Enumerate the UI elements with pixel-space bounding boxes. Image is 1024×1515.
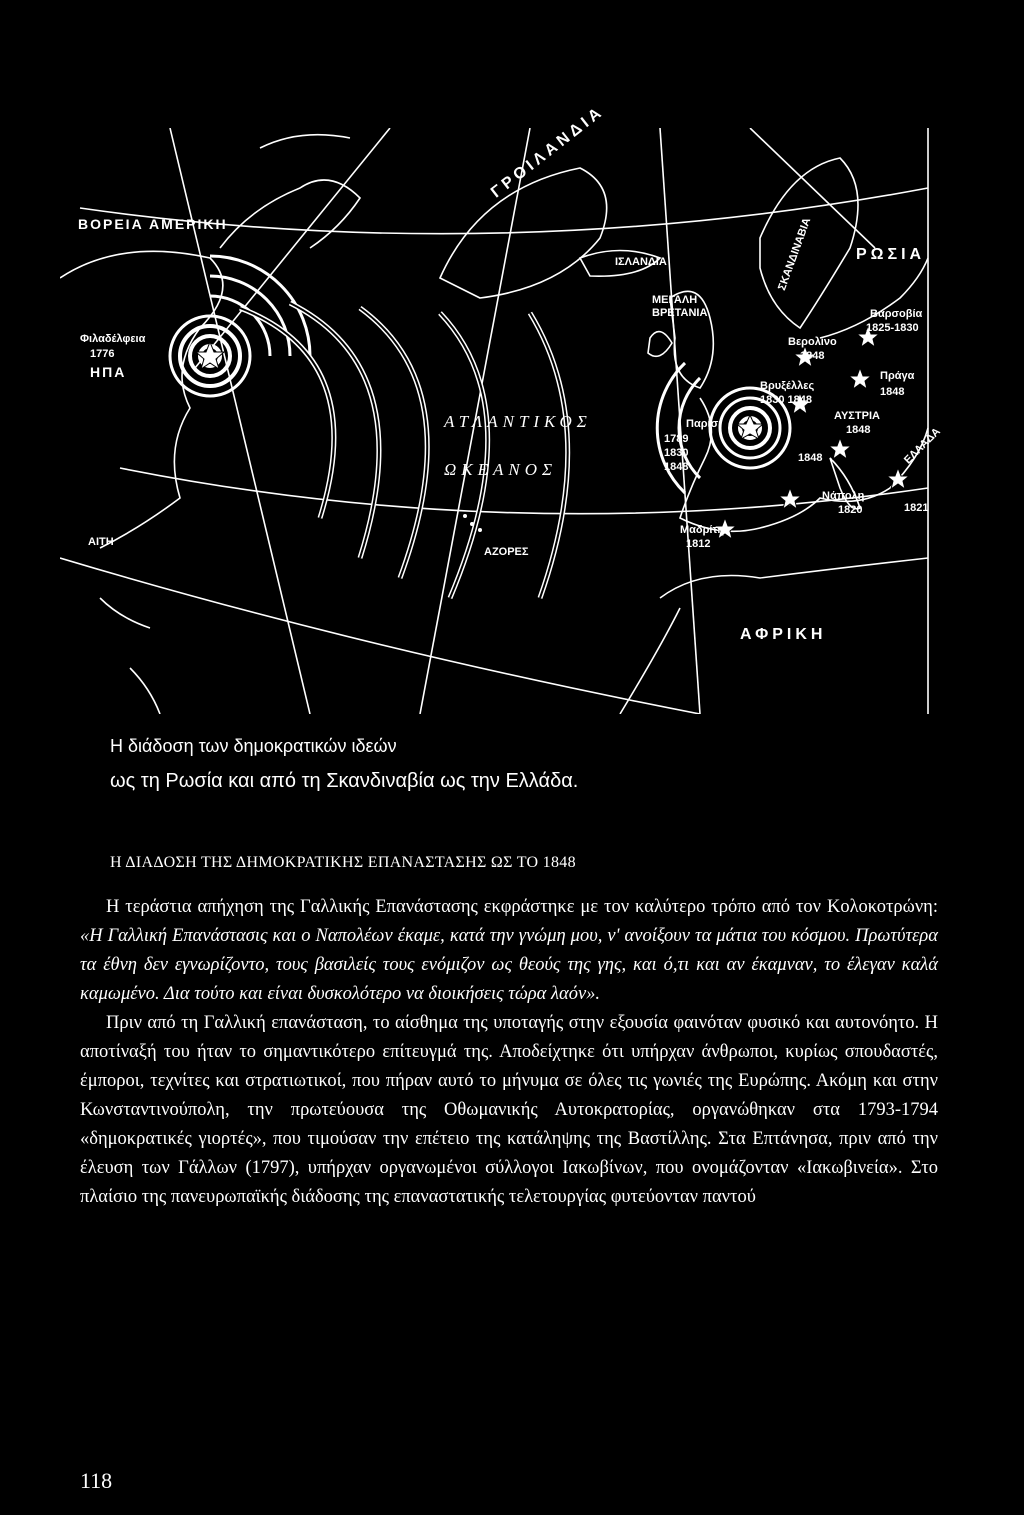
label-rome-year: 1848 bbox=[798, 452, 823, 464]
label-berlin-year: 1848 bbox=[800, 350, 825, 362]
paragraph-submission: Πριν από τη Γαλλική επανάσταση, το αίσθημα της υποταγής στην εξουσία φαινόταν φυσικό και αυτονόητο. Η αποτίναξή του ήταν το σημαντικότερο επίτευγμά της. Αποδείχτηκε ότι υπήρχαν άνθρωποι, κυρίως σπουδαστές, έμποροι, τεχνίτες και στρατιωτικοί, που πήραν αυτό το μήνυμα σε όλες τις γωνιές της Ευρώπης. Ακόμη και στην Κωνσταντινούπολη, την πρωτεύουσα της Οθωμανικής Αυτοκρατορίας, οργανώθηκαν στα 1793-1794 «δημοκρατικές γιορτές», που τιμούσαν την επέτειο της κατάληψης της Βαστίλλης. Στα Επτάνησα, πριν από την έλευση των Γάλλων (1797), υπήρχαν οργανωμένοι σύλλογοι Ιακωβίνων, που ονομάζονταν «Ιακωβινεία». Στο πλαίσιο της πανευρωπαϊκής διάδοσης της επαναστατικής τελετουργίας φυτεύονταν παντού bbox=[80, 1013, 938, 1207]
label-great-britain: ΜΕΓΑΛΗ ΒΡΕΤΑΝΙΑ bbox=[652, 294, 708, 319]
label-greece-year: 1821 bbox=[904, 502, 929, 514]
label-russia: ΡΩΣΙΑ bbox=[856, 246, 926, 263]
revolution-marker bbox=[779, 488, 801, 509]
label-iceland: ΙΣΛΑΝΔΙΑ bbox=[615, 256, 667, 268]
label-madrid-year: 1812 bbox=[686, 538, 711, 550]
paragraph-kolokotronis bbox=[80, 893, 938, 1009]
label-greenland: ΓΡΟΙΛΑΝΔΙΑ bbox=[488, 102, 608, 202]
label-ocean: ΩΚΕΑΝΟΣ bbox=[444, 460, 558, 479]
body-text bbox=[80, 893, 938, 1212]
label-naples-year: 1820 bbox=[838, 504, 863, 516]
label-brussels-years: 1830 1848 bbox=[760, 394, 812, 406]
map-caption-line-2: ως τη Ρωσία και από τη Σκανδιναβία ως την Ελλάδα. bbox=[110, 770, 579, 792]
label-atlantic: ΑΤΛΑΝΤΙΚΟΣ bbox=[444, 412, 592, 431]
label-naples: Νάπολη bbox=[822, 490, 865, 502]
label-philadelphia: Φιλαδέλφεια bbox=[80, 333, 146, 345]
page-number: 118 bbox=[80, 1468, 113, 1493]
label-azores: ΑΖΟΡΕΣ bbox=[484, 546, 529, 558]
kolokotronis-quote: «Η Γαλλική Επανάστασις και ο Ναπολέων έκαμε, κατά την γνώμη μου, ν' ανοίξουν τα μάτια του κόσμου. Πρωτύτερα τα έθνη δεν εγνωρίζοντο, τους βασιλείς τους ενόμιζον ως θεούς της γης, και ό,τι και αν έκαμναν, το έλεγαν καλά καμωμένο. Δια τούτο και είναι δυσκολότερο να διοικήσεις τώρα λαόν». bbox=[80, 926, 938, 1004]
label-north-america: ΒΟΡΕΙΑ ΑΜΕΡΙΚΗ bbox=[78, 216, 228, 232]
revolution-marker bbox=[849, 368, 871, 389]
label-paris-years: 1789 1830 1848 bbox=[664, 433, 689, 473]
revolution-marker bbox=[829, 438, 851, 459]
label-brussels: Βρυξέλλες bbox=[760, 380, 815, 392]
label-prague: Πράγα bbox=[880, 370, 915, 382]
map-caption-line-1: Η διάδοση των δημοκρατικών ιδεών bbox=[110, 736, 397, 756]
label-scandinavia: ΣΚΑΝΔΙΝΑΒΙΑ bbox=[776, 216, 814, 293]
label-warsaw-years: 1825-1830 bbox=[866, 322, 919, 334]
label-warsaw: Βαρσοβία bbox=[870, 308, 923, 320]
label-austria: ΑΥΣΤΡΙΑ bbox=[834, 410, 880, 422]
paragraph-intro: Η τεράστια απήχηση της Γαλλικής Επανάστασης εκφράστηκε με τον καλύτερο τρόπο από τον Κολοκοτρώνη: bbox=[106, 897, 938, 917]
label-madrid: Μαδρίτη bbox=[680, 524, 725, 536]
label-paris: Παρίσι bbox=[686, 418, 722, 430]
label-philadelphia-year: 1776 bbox=[90, 348, 115, 360]
label-greece: ΕΛΛΑΔΑ bbox=[902, 425, 943, 467]
label-prague-year: 1848 bbox=[880, 386, 905, 398]
revolution-spread-map bbox=[60, 102, 943, 714]
label-berlin: Βερολίνο bbox=[788, 336, 837, 348]
label-africa: ΑΦΡΙΚΗ bbox=[740, 626, 827, 643]
section-heading: Η ΔΙΑΔΟΣΗ ΤΗΣ ΔΗΜΟΚΡΑΤΙΚΗΣ ΕΠΑΝΑΣΤΑΣΗΣ ΩΣ ΤΟ 1848 bbox=[110, 854, 576, 871]
label-usa: ΗΠΑ bbox=[90, 364, 127, 380]
label-austria-year: 1848 bbox=[846, 424, 871, 436]
label-haiti: ΑΙΤΗ bbox=[88, 536, 114, 548]
